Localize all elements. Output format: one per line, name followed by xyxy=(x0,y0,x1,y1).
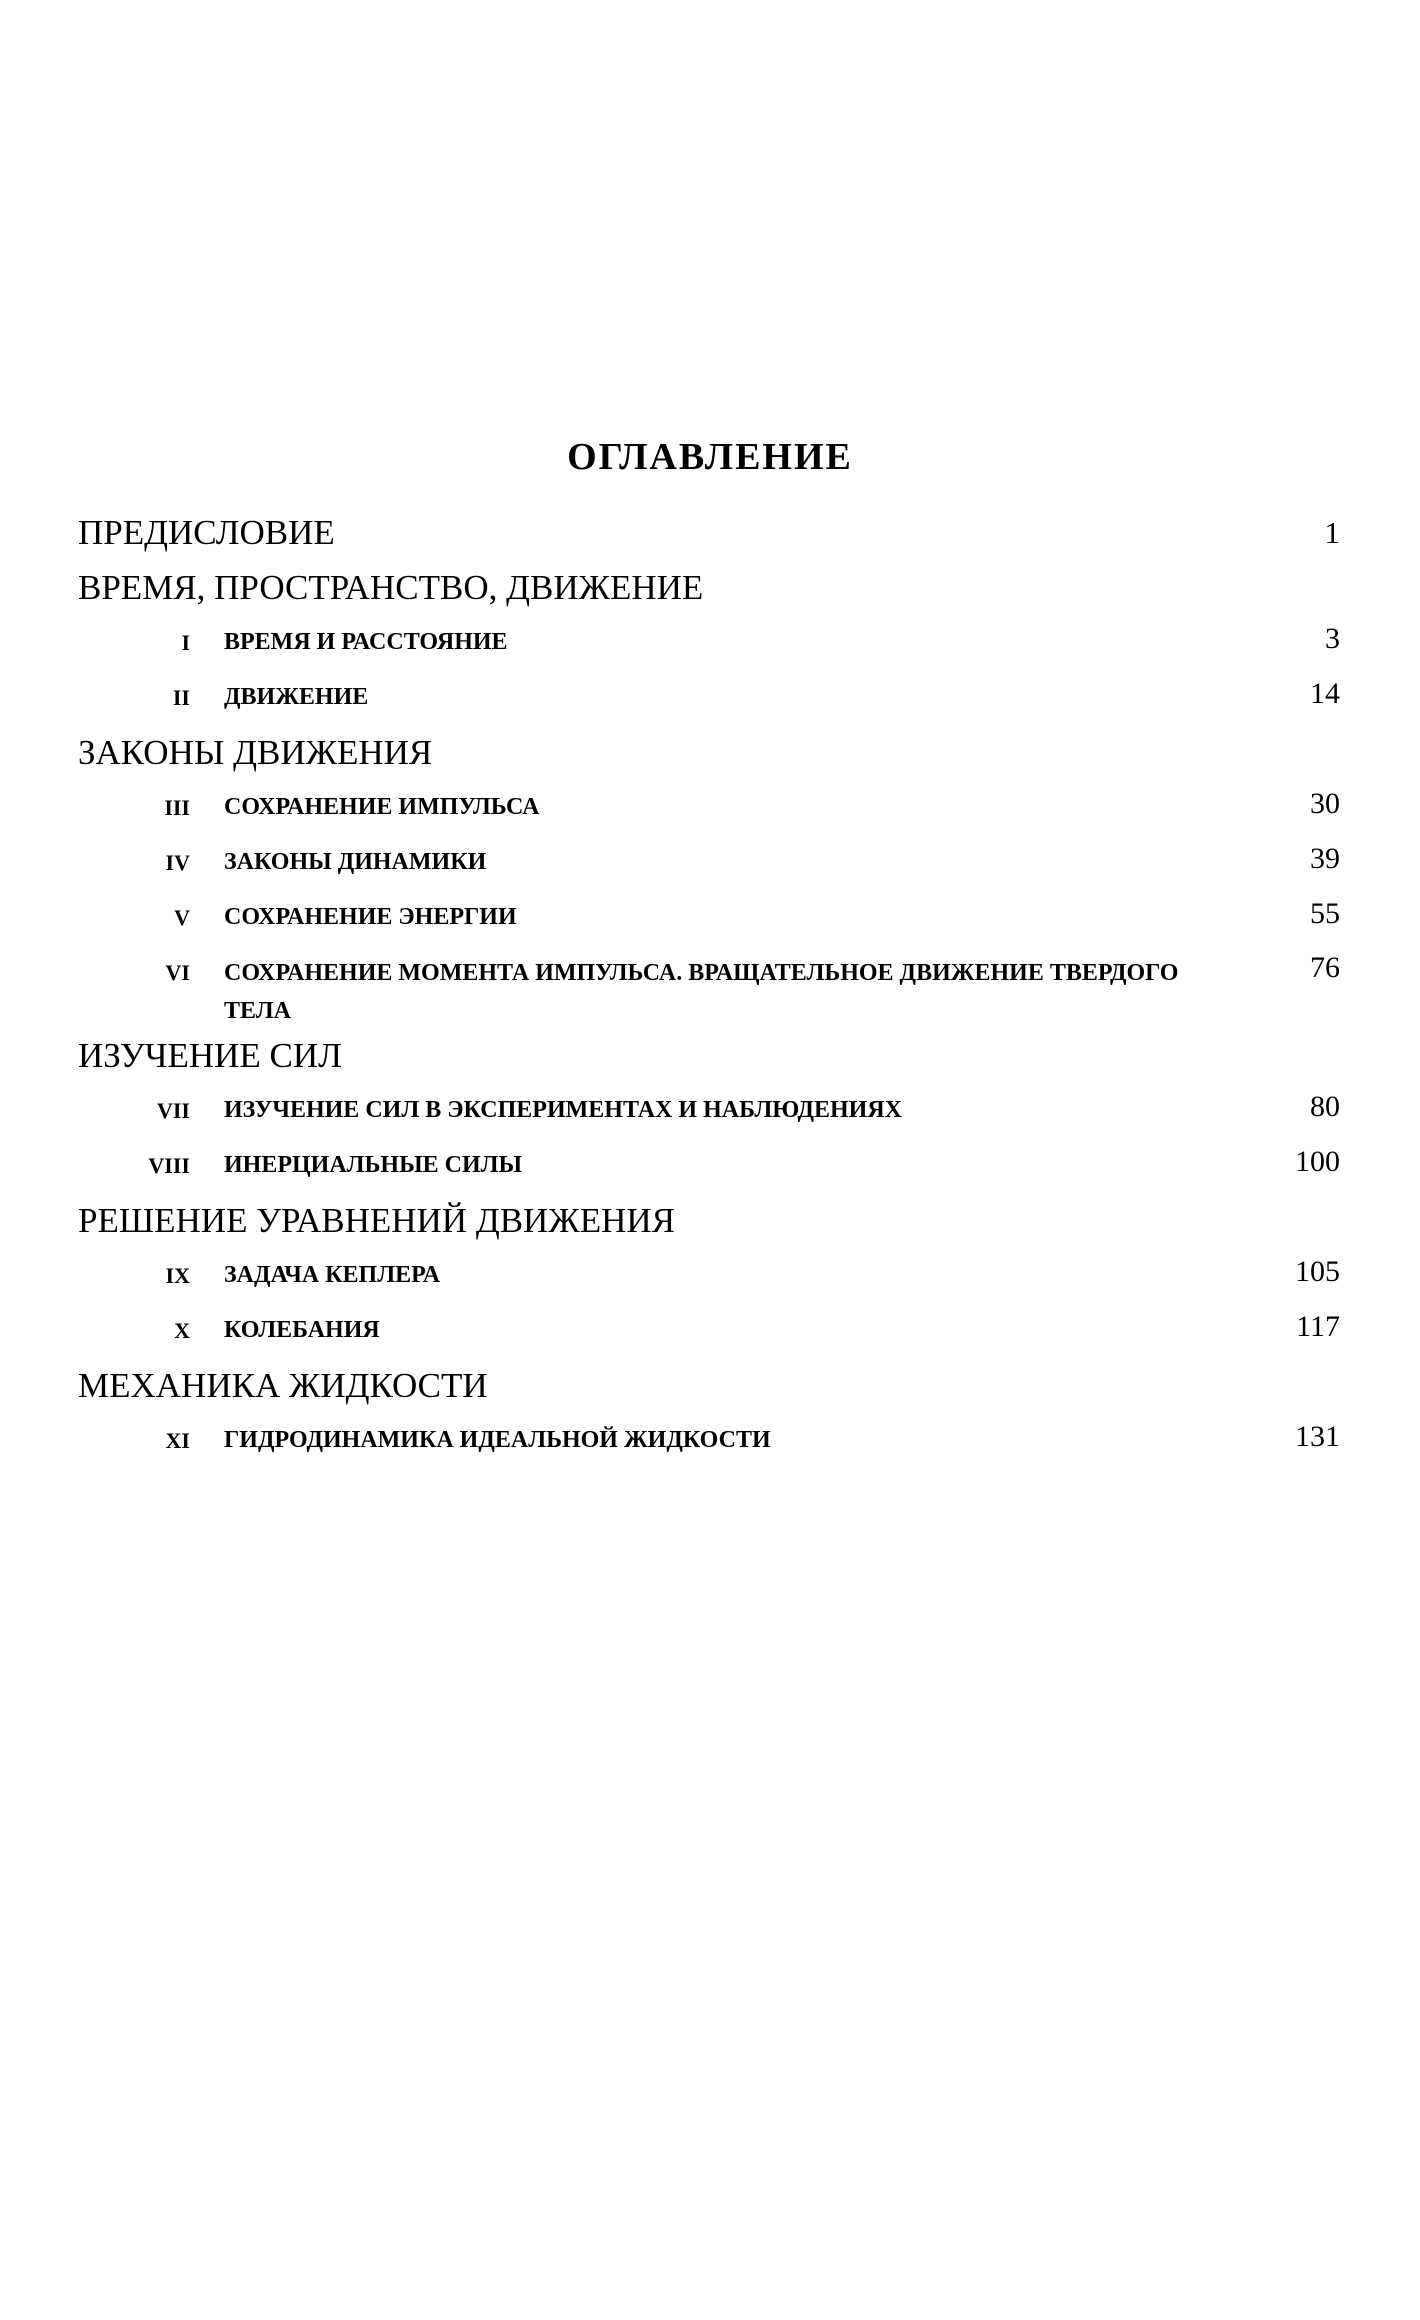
toc-chapter-entry xyxy=(78,1303,1340,1358)
chapter-title: СОХРАНЕНИЕ МОМЕНТА ИМПУЛЬСА. ВРАЩАТЕЛЬНОЕ ДВИЖЕНИЕ ТВЕРДОГО ТЕЛА xyxy=(224,960,1179,1024)
part-label: МЕХАНИКА ЖИДКОСТИ xyxy=(78,1366,488,1405)
part-label: ВРЕМЯ, ПРОСТРАНСТВО, ДВИЖЕНИЕ xyxy=(78,568,704,607)
chapter-page-number: 76 xyxy=(1310,951,1340,984)
chapter-number: I xyxy=(181,630,190,655)
chapter-title: ДВИЖЕНИЕ xyxy=(224,684,369,710)
toc-part-heading xyxy=(78,725,1340,780)
toc-chapter-entry xyxy=(78,835,1340,890)
chapter-page-number: 14 xyxy=(1310,677,1340,710)
chapter-number: II xyxy=(172,685,190,710)
toc-chapter-entry xyxy=(78,890,1340,945)
toc-part-heading xyxy=(78,1028,1340,1083)
chapter-number: VII xyxy=(156,1098,190,1123)
chapter-title: СОХРАНЕНИЕ ЭНЕРГИИ xyxy=(224,904,517,930)
toc-chapter-entry xyxy=(78,1083,1340,1138)
toc-part-heading xyxy=(78,1193,1340,1248)
chapter-title: ГИДРОДИНАМИКА ИДЕАЛЬНОЙ ЖИДКОСТИ xyxy=(224,1427,771,1453)
toc-chapter-entry xyxy=(78,1248,1340,1303)
chapter-title: КОЛЕБАНИЯ xyxy=(224,1317,380,1343)
chapter-page-number: 3 xyxy=(1325,622,1340,655)
toc-chapter-entry xyxy=(78,945,1340,1028)
chapter-page-number: 100 xyxy=(1295,1145,1340,1178)
chapter-number: IV xyxy=(165,850,190,875)
chapter-page-number: 117 xyxy=(1296,1310,1340,1343)
toc-preface xyxy=(78,505,1340,560)
chapter-number: VI xyxy=(165,960,190,985)
chapter-title: ИЗУЧЕНИЕ СИЛ В ЭКСПЕРИМЕНТАХ И НАБЛЮДЕНИЯХ xyxy=(224,1097,902,1123)
toc-chapter-entry xyxy=(78,1413,1340,1468)
chapter-page-number: 30 xyxy=(1310,787,1340,820)
chapter-title: ВРЕМЯ И РАССТОЯНИЕ xyxy=(224,629,508,655)
part-label: ИЗУЧЕНИЕ СИЛ xyxy=(78,1036,342,1075)
toc-part-heading xyxy=(78,560,1340,615)
toc-title: ОГЛАВЛЕНИЕ xyxy=(567,436,853,478)
chapter-page-number: 80 xyxy=(1310,1090,1340,1123)
chapter-title: ИНЕРЦИАЛЬНЫЕ СИЛЫ xyxy=(224,1152,523,1178)
preface-label: ПРЕДИСЛОВИЕ xyxy=(78,513,335,552)
chapter-number: X xyxy=(174,1318,190,1343)
part-label: РЕШЕНИЕ УРАВНЕНИЙ ДВИЖЕНИЯ xyxy=(78,1201,675,1240)
preface-page-number: 1 xyxy=(1324,515,1340,550)
toc-chapter-entry xyxy=(78,670,1340,725)
chapter-number: III xyxy=(164,795,190,820)
chapter-number: XI xyxy=(165,1428,190,1453)
toc-chapter-entry xyxy=(78,615,1340,670)
table-of-contents xyxy=(78,505,1340,1468)
toc-chapter-entry xyxy=(78,1138,1340,1193)
chapter-title: СОХРАНЕНИЕ ИМПУЛЬСА xyxy=(224,794,540,820)
chapter-page-number: 55 xyxy=(1310,897,1340,930)
chapter-number: IX xyxy=(165,1263,190,1288)
chapter-number: VIII xyxy=(148,1153,190,1178)
chapter-title: ЗАДАЧА КЕПЛЕРА xyxy=(224,1262,441,1288)
chapter-title: ЗАКОНЫ ДИНАМИКИ xyxy=(224,849,487,875)
chapter-page-number: 131 xyxy=(1295,1420,1340,1453)
part-label: ЗАКОНЫ ДВИЖЕНИЯ xyxy=(78,733,433,772)
chapter-page-number: 105 xyxy=(1295,1255,1340,1288)
toc-part-heading xyxy=(78,1358,1340,1413)
chapter-number: V xyxy=(174,905,190,930)
toc-chapter-entry xyxy=(78,780,1340,835)
chapter-page-number: 39 xyxy=(1310,842,1340,875)
